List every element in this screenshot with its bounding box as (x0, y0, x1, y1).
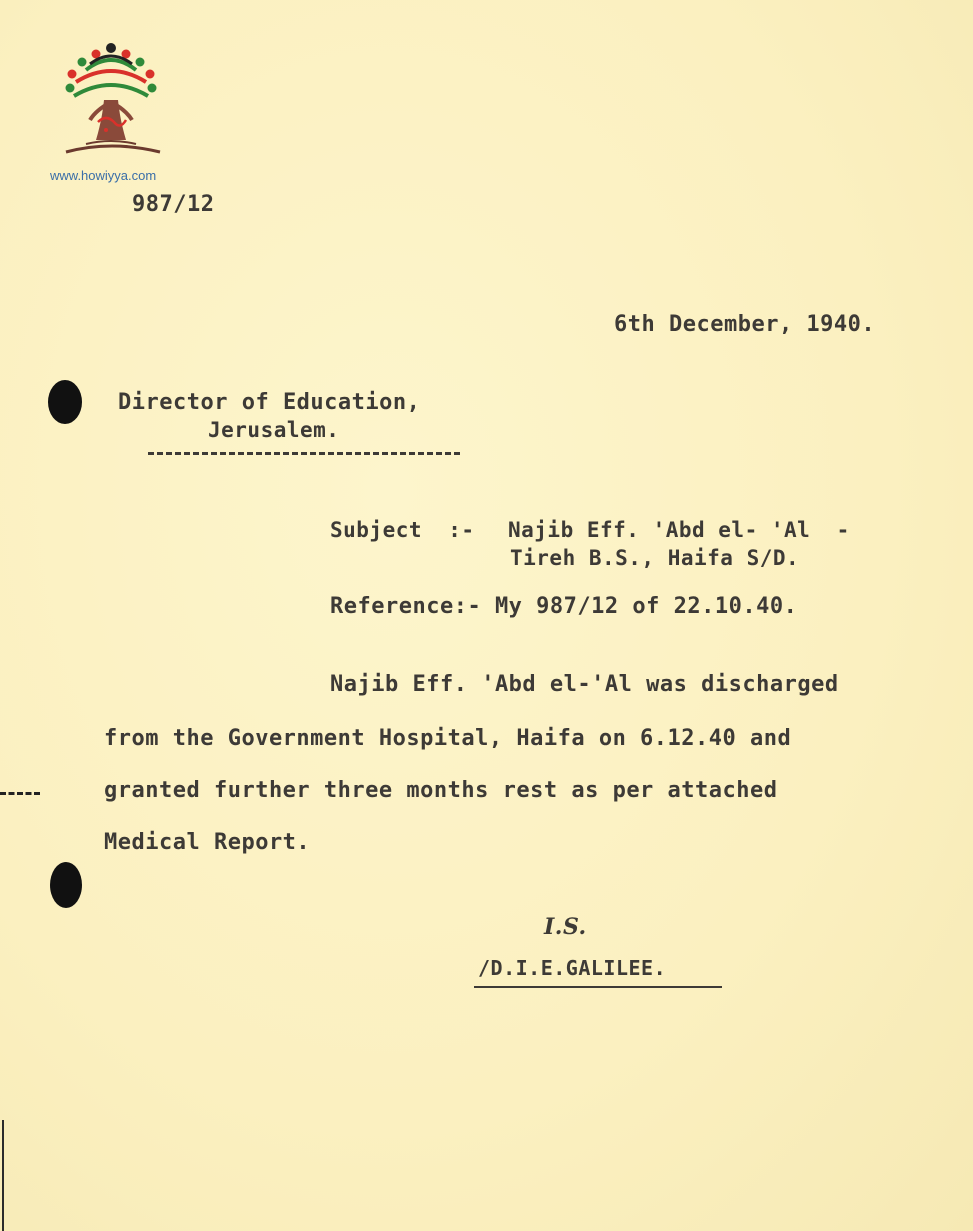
body-line-2: from the Government Hospital, Haifa on 6.12.40 and (104, 726, 792, 751)
addressee-underline (148, 452, 460, 455)
subject-line-2: Tireh B.S., Haifa S/D. (510, 546, 800, 570)
subject-label: Subject :- (330, 518, 475, 542)
letter-date: 6th December, 1940. (614, 312, 876, 337)
signature-underline (474, 986, 722, 988)
body-line-1: Najib Eff. 'Abd el-'Al was discharged (330, 672, 839, 697)
addressee-line-2: Jerusalem. (208, 418, 340, 442)
body-line-4: Medical Report. (104, 830, 311, 855)
punch-hole-top (48, 380, 82, 424)
margin-mark (0, 792, 40, 795)
watermark-url: www.howiyya.com (50, 168, 157, 183)
page-edge-line (2, 1120, 4, 1231)
family-tree-logo-icon (56, 40, 166, 165)
body-line-3: granted further three months rest as per attached (104, 778, 778, 803)
file-number: 987/12 (132, 192, 215, 217)
punch-hole-bottom (50, 862, 82, 908)
subject-line-1: Najib Eff. 'Abd el- 'Al - (508, 518, 850, 542)
reference-line: Reference:- My 987/12 of 22.10.40. (330, 594, 798, 619)
signature-initials: I.S. (544, 914, 587, 940)
addressee-line-1: Director of Education, (118, 390, 421, 415)
signatory-name: /D.I.E.GALILEE. (478, 956, 667, 980)
